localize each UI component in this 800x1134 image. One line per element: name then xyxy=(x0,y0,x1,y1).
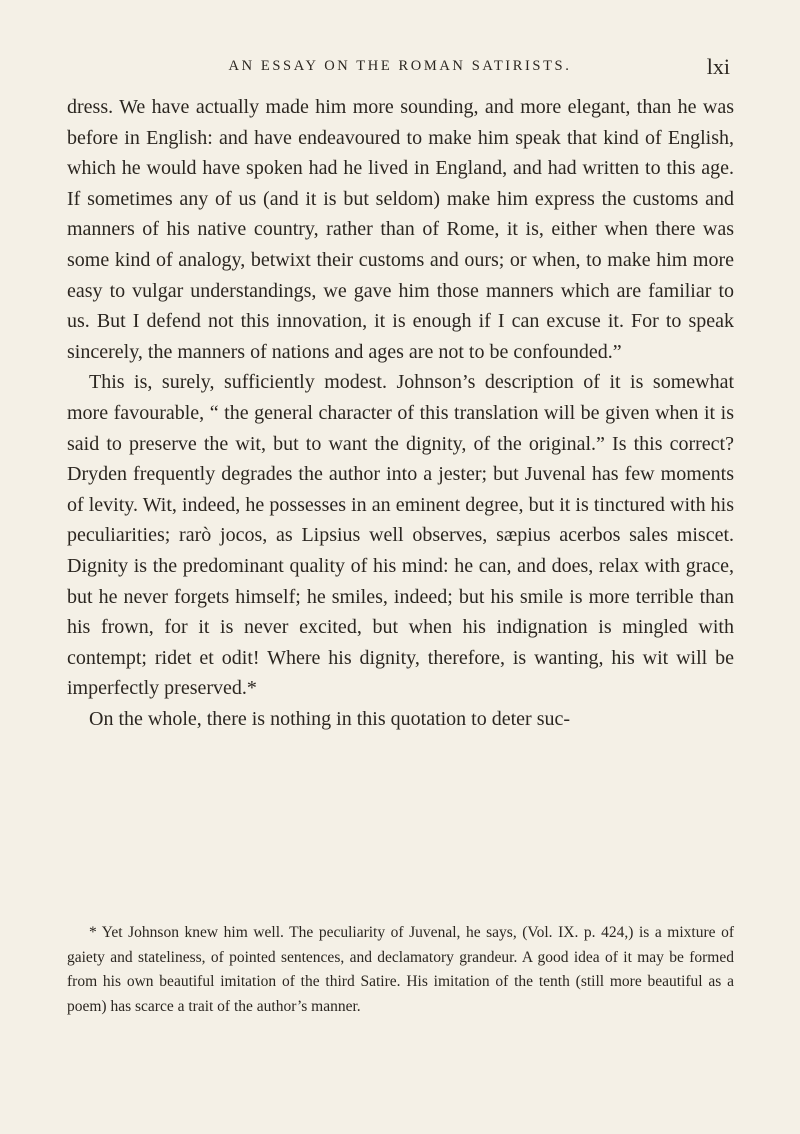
paragraph: On the whole, there is nothing in this quotation to deter suc- xyxy=(89,707,571,730)
body-text xyxy=(67,92,734,734)
running-title: AN ESSAY ON THE ROMAN SATIRISTS. xyxy=(228,58,572,74)
paragraph: This is, surely, sufficiently modest. Johnson’s description of it is somewhat more favourable, “ the general character of this translation will be given when it is said to preserve the wit, but to want the dignity, of the original.” Is this correct? Dryden frequently degrades the author into a jester; but Juvenal has few moments of levity. Wit, indeed, he possesses in an eminent degree, but it is tinctured with his peculiarities; rarò jocos, as Lipsius well observes, sæpius acerbos sales miscet. Dignity is the predominant quality of his mind: he can, and does, relax with grace, but he never forgets himself; he smiles, indeed; but his smile is more terrible than his frown, for it is never excited, but when his indignation is mingled with contempt; ridet et odit! Where his dignity, therefore, is wanting, his wit will be imperfectly preserved.* xyxy=(67,371,734,700)
footnote: * Yet Johnson knew him well. The peculiarity of Juvenal, he says, (Vol. IX. p. 424,) is a mixture of gaiety and stateliness, of pointed sentences, and declamatory grandeur. A good idea of it may be formed from his own beautiful imitation of the third Satire. His imitation of the tenth (still more beautiful as a poem) has scarce a trait of the author’s manner. xyxy=(67,924,734,1015)
page-number: lxi xyxy=(706,54,730,79)
paragraph-continued: dress. We have actually made him more sounding, and more elegant, than he was before in English: and have endeavoured to make him speak that kind of English, which he would have spoken had he lived in England, and had written to this age. If sometimes any of us (and it is but seldom) make him express the customs and manners of his native country, rather than of Rome, it is, either when there was some kind of analogy, betwixt their customs and ours; or when, to make him more easy to vulgar understandings, we gave him those manners which are familiar to us. But I defend not this innovation, it is enough if I can excuse it. For to speak sincerely, the manners of nations and ages are not to be confounded.” xyxy=(67,96,734,363)
footnotes xyxy=(67,921,734,1019)
running-head xyxy=(0,54,800,82)
